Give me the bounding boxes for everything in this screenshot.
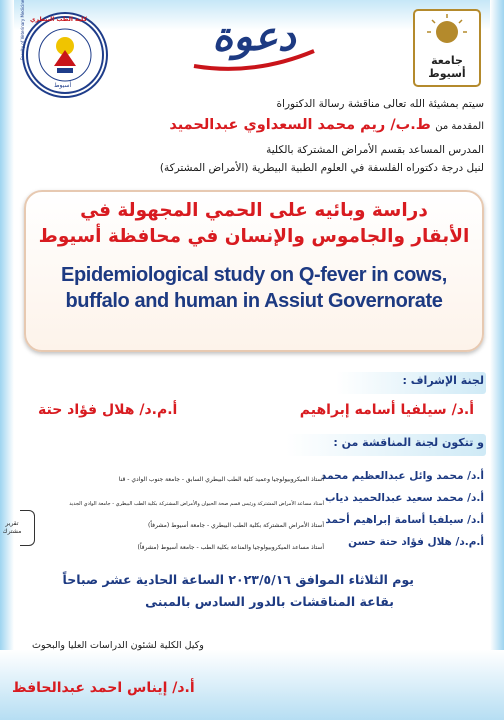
intro-line-4: لنيل درجة دكتوراه الفلسفة في العلوم الطبية البيطرية (الأمراض المشتركة) [159, 162, 484, 174]
member-2-name: أ.د/ محمد سعيد عبدالحميد دياب [324, 492, 484, 504]
member-3-desc: أستاذ الأمراض المشتركة بكلية الطب البيطري - جامعة أسيوط (مشرفاً) [147, 522, 324, 529]
committee-label: و تتكون لجنة المناقشة من : [333, 436, 484, 449]
supervisor-2: أ.م.د/ هلال فؤاد حتة [38, 402, 178, 418]
invitation-heading [184, 6, 324, 78]
schedule-line-1: يوم الثلاثاء الموافق ٢٠٢٣/٥/١٦ الساعة الحادية عشر صباحاً [62, 572, 414, 587]
intro-line-1: سيتم بمشيئة الله تعالى مناقشة رسالة الدكتوراة [276, 98, 484, 110]
faculty-logo-subtext: أسيوط [54, 82, 72, 89]
frame-right [490, 0, 504, 720]
vice-dean-name: أ.د/ إيناس احمد عبدالحافظ [12, 680, 195, 696]
member-2-desc: أستاذ مساعد الأمراض المشتركة ورئيس قسم صحة الحيوان والأمراض المشتركة بكلية الطب البيطري - جامعة الوادي الجديد [69, 501, 324, 507]
supervision-label: لجنة الإشراف : [402, 374, 484, 387]
member-1-desc: أستاذ الميكروبيولوجيا وعميد كلية الطب البيطري السابق - جامعة جنوب الوادي - قنا [118, 476, 324, 483]
schedule-line-2: بقاعة المناقشات بالدور السادس بالمبنى [145, 594, 394, 609]
title-ar-line-1: دراسة وبائيه على الحمي المجهولة في [80, 200, 428, 221]
invite-word: دعوة [212, 14, 296, 60]
thesis-title-box [24, 190, 484, 352]
faculty-logo-en: Faculty of Veterinary Medicine [20, 0, 25, 60]
committee-member-3-desc [148, 512, 324, 531]
supervisor-1: أ.د/ سيلفيا أسامه إبراهيم [299, 402, 474, 418]
title-ar-line-2: الأبقار والجاموس والإنسان في محافظة أسيوط [38, 226, 470, 247]
joint-report-bracket [20, 510, 35, 546]
member-4-name: أ.م.د/ هلال فؤاد حتة حسن [348, 536, 484, 548]
title-en-line-1: Epidemiological study on Q-fever in cows, [61, 264, 447, 286]
frame-left [0, 0, 14, 720]
university-logo [412, 8, 482, 88]
member-1-name: أ.د/ محمد وائل عبدالعظيم محمد [321, 470, 484, 482]
presenter-name: ط.ب/ ريم محمد السعداوي عبدالحميد [169, 117, 431, 133]
faculty-logo [20, 0, 108, 98]
intro-line-3: المدرس المساعد بقسم الأمراض المشتركة بالكلية [266, 144, 484, 156]
vice-dean-role: وكيل الكلية لشئون الدراسات العليا والبحوث [32, 640, 204, 651]
committee-member-2-desc [69, 490, 324, 509]
committee-member-1 [321, 464, 484, 483]
presenter-prefix: المقدمة من [435, 121, 484, 132]
committee-member-2 [325, 486, 484, 505]
committee-member-4-desc [138, 534, 324, 553]
title-en-line-2: buffalo and human in Assiut Governorate [65, 290, 443, 312]
member-3-name: أ.د/ سيلفيا أسامة إبراهيم أحمد [325, 514, 484, 526]
member-4-desc: أستاذ مساعد الميكروبيولوجيا والمناعة بكلية الطب - جامعة أسيوط (مشرفاً) [137, 544, 324, 551]
faculty-logo-text: كلية الطب البيطري [30, 16, 87, 23]
committee-member-1-desc [119, 466, 324, 485]
university-logo-text: جامعة أسيوط [428, 54, 466, 80]
committee-member-4 [348, 530, 484, 549]
committee-member-3 [325, 508, 484, 527]
presenter-line [169, 117, 484, 133]
joint-report-label: تقرير مشترك [2, 520, 22, 535]
